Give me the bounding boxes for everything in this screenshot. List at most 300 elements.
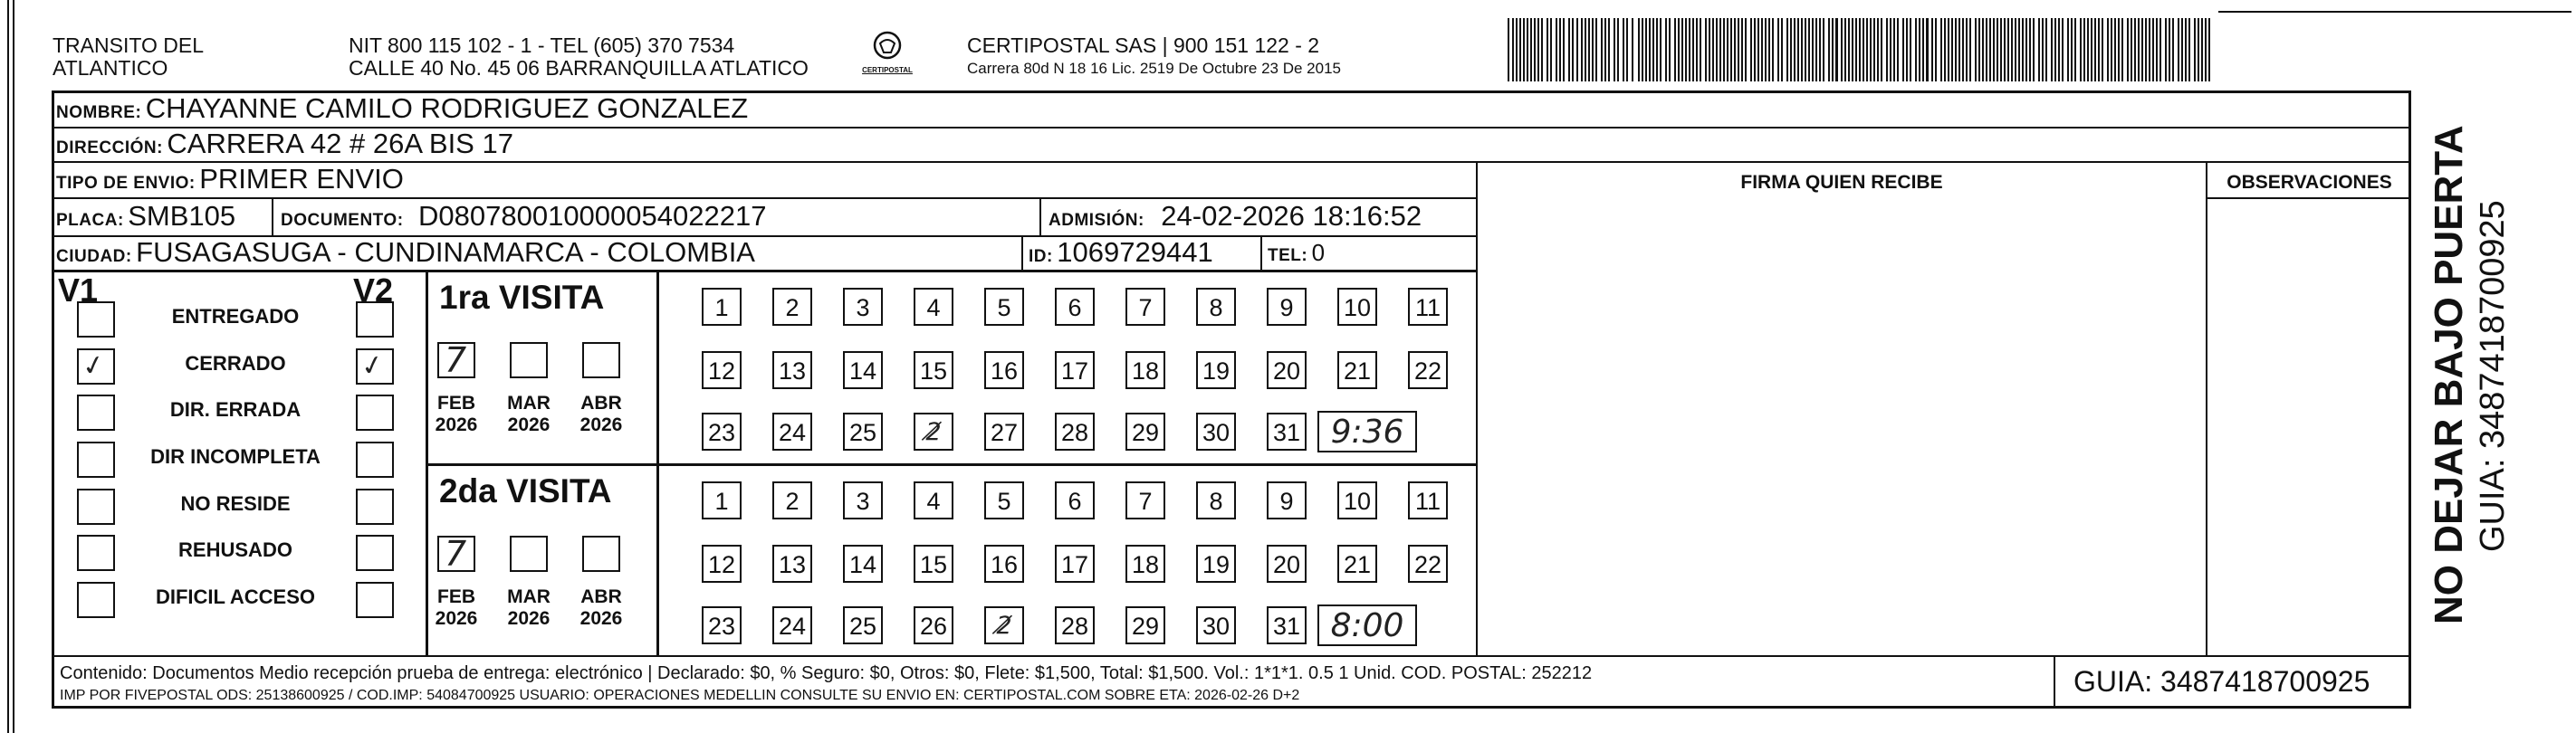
barcode-bar bbox=[1595, 18, 1597, 81]
day-box[interactable]: 27 bbox=[984, 413, 1024, 451]
admision-label: ADMISIÓN: bbox=[1049, 211, 1144, 230]
day-box[interactable]: 22 bbox=[1408, 351, 1448, 389]
status-option-label: NO RESIDE bbox=[180, 492, 291, 515]
day-box[interactable]: 8 bbox=[1196, 481, 1236, 519]
barcode-bar bbox=[1678, 18, 1680, 81]
barcode-bar bbox=[1922, 18, 1924, 81]
barcode-bar bbox=[1576, 18, 1578, 81]
day-box[interactable]: 31 bbox=[1267, 606, 1307, 644]
barcode-bar bbox=[2107, 18, 2109, 81]
barcode-bar bbox=[1940, 18, 1942, 81]
day-box[interactable]: 19 bbox=[1196, 545, 1236, 583]
left-margin-rule-2 bbox=[13, 0, 14, 733]
barcode-bar bbox=[1541, 18, 1543, 81]
status-option-label: DIR INCOMPLETA bbox=[150, 445, 321, 468]
barcode-bar bbox=[1741, 18, 1743, 81]
barcode-bar bbox=[1754, 18, 1756, 81]
month-year: 2026 bbox=[435, 608, 478, 629]
barcode-bar bbox=[2121, 18, 2123, 81]
barcode-bar bbox=[2004, 18, 2006, 81]
barcode-bar bbox=[1537, 18, 1539, 81]
status-option-label: CERRADO bbox=[185, 352, 286, 375]
day-box[interactable]: 25 bbox=[843, 413, 883, 451]
barcode-bar bbox=[1674, 18, 1676, 81]
month-checkbox[interactable] bbox=[582, 536, 620, 572]
barcode-bar bbox=[2062, 18, 2064, 81]
day-box[interactable]: 29 bbox=[1125, 606, 1165, 644]
barcode-bar bbox=[2159, 18, 2161, 81]
barcode-bar bbox=[1516, 18, 1518, 81]
barcode-bar bbox=[1712, 18, 1714, 81]
day-box[interactable]: 11 bbox=[1408, 481, 1448, 519]
day-box[interactable]: 14 bbox=[843, 351, 883, 389]
barcode-bar bbox=[1550, 18, 1552, 81]
barcode-bar bbox=[1723, 18, 1725, 81]
barcode-bar bbox=[1765, 18, 1767, 81]
documento-field bbox=[281, 201, 766, 237]
barcode-bar bbox=[2165, 18, 2167, 81]
barcode-bar bbox=[1873, 18, 1875, 81]
month-checkbox[interactable] bbox=[510, 342, 548, 378]
barcode-bar bbox=[1645, 18, 1647, 81]
barcode-bar bbox=[1828, 18, 1830, 81]
v2-checkbox[interactable] bbox=[356, 535, 394, 571]
nombre-field bbox=[56, 93, 748, 129]
barcode-bar bbox=[1656, 18, 1658, 81]
courier-info bbox=[967, 34, 1341, 78]
month-label bbox=[570, 586, 633, 630]
rule-firma-left bbox=[1476, 161, 1478, 655]
rule-doc-adm bbox=[1039, 197, 1041, 235]
visit-title: 1ra VISITA bbox=[439, 279, 605, 316]
barcode-bar bbox=[1750, 18, 1752, 81]
rule-visits-split bbox=[426, 463, 1476, 466]
day-box[interactable]: 14 bbox=[843, 545, 883, 583]
barcode-bar bbox=[2134, 18, 2136, 81]
day-box[interactable]: 13 bbox=[772, 351, 812, 389]
barcode-bar bbox=[2000, 18, 2002, 81]
barcode-bar bbox=[1681, 18, 1683, 81]
certipostal-logo bbox=[851, 29, 924, 74]
barcode-bar bbox=[1642, 18, 1643, 81]
day-box[interactable]: 4 bbox=[914, 288, 953, 326]
barcode-bar bbox=[1660, 18, 1661, 81]
barcode-bar bbox=[2131, 18, 2132, 81]
contenido-text: Contenido: Documentos Medio recepción prueba de entrega: electrónico | Declarado: $0, % Seguro: $0, Otros: $0, Flete: $1,500, Total: $1,500. Vol.: 1*1*1. 0.5 1 Unid. COD. POSTAL: 252212 bbox=[60, 663, 1593, 683]
month-label bbox=[425, 393, 488, 436]
month-label bbox=[425, 586, 488, 630]
rule-obs-head bbox=[2206, 197, 2411, 199]
barcode-bar bbox=[1982, 18, 1984, 81]
day-box[interactable]: 11 bbox=[1408, 288, 1448, 326]
logo-icon bbox=[867, 29, 907, 62]
barcode-bar bbox=[1915, 18, 1917, 81]
day-box[interactable]: 17 bbox=[1055, 545, 1095, 583]
barcode-bar bbox=[1632, 18, 1633, 81]
barcode-bar bbox=[2058, 18, 2060, 81]
barcode-bar bbox=[1669, 18, 1671, 81]
barcode-bar bbox=[2054, 18, 2056, 81]
barcode-bar bbox=[2194, 18, 2196, 81]
barcode-bar bbox=[1986, 18, 1987, 81]
day-box[interactable]: 23 bbox=[702, 413, 742, 451]
barcode-bar bbox=[1794, 18, 1796, 81]
company-line2: ATLANTICO bbox=[53, 56, 168, 80]
courier-line: CERTIPOSTAL SAS | 900 151 122 - 2 bbox=[967, 33, 1320, 57]
barcode-bar bbox=[2127, 18, 2129, 81]
month-year: 2026 bbox=[579, 414, 623, 435]
v2-checkbox[interactable] bbox=[356, 489, 394, 525]
barcode-bar bbox=[1832, 18, 1834, 81]
barcode-bar bbox=[1700, 18, 1701, 81]
v2-checkbox[interactable] bbox=[356, 395, 394, 431]
status-option-label: DIFICIL ACCESO bbox=[155, 585, 315, 608]
barcode-bar bbox=[1801, 18, 1803, 81]
barcode-bar bbox=[1604, 18, 1606, 81]
day-box[interactable]: 24 bbox=[772, 606, 812, 644]
barcode-bar bbox=[1866, 18, 1868, 81]
barcode-bar bbox=[2025, 18, 2027, 81]
barcode-bar bbox=[2038, 18, 2040, 81]
barcode-bar bbox=[2138, 18, 2140, 81]
barcode-bar bbox=[1592, 18, 1594, 81]
day-box[interactable]: 17 bbox=[1055, 351, 1095, 389]
day-box[interactable]: 8 bbox=[1196, 288, 1236, 326]
top-right-rule bbox=[2218, 11, 2571, 13]
barcode-bar bbox=[1534, 18, 1536, 81]
day-box[interactable]: 5 bbox=[984, 481, 1024, 519]
day-box[interactable]: 2 bbox=[772, 288, 812, 326]
barcode-bar bbox=[2111, 18, 2112, 81]
barcode-bar bbox=[1805, 18, 1806, 81]
barcode-bar bbox=[2087, 18, 2089, 81]
v2-checkbox[interactable] bbox=[356, 301, 394, 338]
day-box[interactable]: 25 bbox=[843, 606, 883, 644]
barcode-bar bbox=[1897, 18, 1899, 81]
barcode-bar bbox=[1623, 18, 1624, 81]
barcode-bar bbox=[1727, 18, 1729, 81]
barcode-bar bbox=[1761, 18, 1763, 81]
imp-text: IMP POR FIVEPOSTAL ODS: 25138600925 / COD.IMP: 54084700925 USUARIO: OPERACIONES MEDELLIN CONSULTE SU ENVIO EN: CERTIPOSTAL.COM SOBRE ETA: 2026-02-26 D+2 bbox=[60, 688, 1300, 703]
placa-value: SMB105 bbox=[128, 200, 236, 232]
barcode-bar bbox=[2156, 18, 2158, 81]
day-box[interactable]: 21 bbox=[1337, 545, 1377, 583]
day-box[interactable]: 28 bbox=[1055, 413, 1095, 451]
rule-id-tel bbox=[1260, 235, 1262, 270]
v1-check-mark: ✓ bbox=[79, 347, 109, 385]
day-box[interactable]: 3 bbox=[843, 481, 883, 519]
barcode-bar bbox=[1685, 18, 1687, 81]
barcode-bar bbox=[1997, 18, 1998, 81]
barcode-bar bbox=[2071, 18, 2073, 81]
barcode-bar bbox=[1948, 18, 1949, 81]
tel-value: 0 bbox=[1311, 239, 1326, 266]
v1-label: V1 bbox=[58, 271, 99, 309]
rule-footer-guia bbox=[2054, 655, 2055, 709]
status-option-label: DIR. ERRADA bbox=[169, 398, 302, 421]
month-year: 2026 bbox=[435, 414, 478, 435]
barcode-bar bbox=[1877, 18, 1879, 81]
barcode-bar bbox=[2198, 18, 2199, 81]
tipo-field bbox=[56, 164, 404, 200]
tel-label: TEL: bbox=[1268, 246, 1308, 265]
barcode-bar bbox=[2007, 18, 2009, 81]
day-box[interactable]: 12 bbox=[702, 545, 742, 583]
barcode-bar bbox=[1975, 18, 1977, 81]
barcode-bar bbox=[1696, 18, 1698, 81]
barcode-bar bbox=[2074, 18, 2076, 81]
barcode-bar bbox=[1716, 18, 1718, 81]
barcode-bar bbox=[1556, 18, 1557, 81]
day-box[interactable]: 19 bbox=[1196, 351, 1236, 389]
day-box[interactable]: 6 bbox=[1055, 288, 1095, 326]
barcode-bar bbox=[1919, 18, 1920, 81]
day-box[interactable]: 18 bbox=[1125, 545, 1165, 583]
barcode-bar bbox=[1819, 18, 1821, 81]
month-checkbox[interactable] bbox=[510, 536, 548, 572]
ciudad-field bbox=[56, 237, 755, 273]
day-box[interactable]: 13 bbox=[772, 545, 812, 583]
month-year: 2026 bbox=[579, 608, 623, 629]
day-box[interactable]: 1 bbox=[702, 288, 742, 326]
visit-title: 2da VISITA bbox=[439, 472, 612, 509]
v1-checkbox[interactable] bbox=[77, 348, 115, 385]
month-name: MAR bbox=[507, 586, 551, 607]
barcode-bar bbox=[2067, 18, 2069, 81]
barcode-bar bbox=[2201, 18, 2203, 81]
barcode-bar bbox=[1530, 18, 1532, 81]
barcode-bar bbox=[1962, 18, 1964, 81]
barcode-bar bbox=[2172, 18, 2174, 81]
id-value: 1069729441 bbox=[1057, 236, 1213, 268]
barcode-bar bbox=[1745, 18, 1747, 81]
barcode-bar bbox=[1906, 18, 1908, 81]
nit-line: NIT 800 115 102 - 1 - TEL (605) 370 7534 bbox=[349, 33, 735, 57]
month-checkbox[interactable] bbox=[437, 342, 475, 378]
barcode-bar bbox=[1608, 18, 1610, 81]
barcode-bar bbox=[1989, 18, 1991, 81]
day-box[interactable]: 16 bbox=[984, 545, 1024, 583]
month-mark: 7 bbox=[445, 534, 467, 574]
barcode-bar bbox=[1835, 18, 1838, 81]
day-box[interactable]: 31 bbox=[1267, 413, 1307, 451]
barcode-bar bbox=[1926, 18, 1929, 81]
barcode-bar bbox=[2114, 18, 2116, 81]
barcode-bar bbox=[1808, 18, 1810, 81]
v1-checkbox[interactable] bbox=[77, 582, 115, 618]
day-box[interactable]: 30 bbox=[1196, 413, 1236, 451]
barcode-bar bbox=[2208, 18, 2210, 81]
rule-placa-doc bbox=[272, 197, 273, 235]
tipo-label: TIPO DE ENVIO: bbox=[56, 174, 196, 193]
barcode-bar bbox=[2094, 18, 2096, 81]
month-label bbox=[497, 393, 560, 436]
company-info bbox=[349, 34, 809, 80]
direccion-field bbox=[56, 129, 513, 165]
day-box[interactable]: 5 bbox=[984, 288, 1024, 326]
barcode-bar bbox=[1815, 18, 1817, 81]
barcode-bar bbox=[1508, 18, 1509, 81]
v1-checkbox[interactable] bbox=[77, 395, 115, 431]
barcode-bar bbox=[1738, 18, 1739, 81]
barcode-bar bbox=[2152, 18, 2154, 81]
v2-checkbox[interactable] bbox=[356, 348, 394, 385]
barcode-bar bbox=[1951, 18, 1953, 81]
barcode-bar bbox=[2080, 18, 2082, 81]
barcode-bar bbox=[1519, 18, 1521, 81]
barcode-bar bbox=[1812, 18, 1814, 81]
barcode-bar bbox=[2022, 18, 2024, 81]
barcode-bar bbox=[1585, 18, 1586, 81]
day-box[interactable]: 21 bbox=[1337, 351, 1377, 389]
v2-checkbox[interactable] bbox=[356, 582, 394, 618]
barcode-bar bbox=[2102, 18, 2103, 81]
month-name: ABR bbox=[580, 586, 622, 607]
month-name: ABR bbox=[580, 393, 622, 414]
barcode-bar bbox=[1614, 18, 1615, 81]
barcode-bar bbox=[1935, 18, 1937, 81]
day-box[interactable]: 2̸ bbox=[984, 606, 1024, 644]
day-box[interactable]: 15 bbox=[914, 351, 953, 389]
ciudad-label: CIUDAD: bbox=[56, 247, 132, 266]
barcode-bar bbox=[1893, 18, 1895, 81]
barcode-bar bbox=[1781, 18, 1783, 81]
barcode-bar bbox=[1617, 18, 1619, 81]
day-box[interactable]: 20 bbox=[1267, 545, 1307, 583]
day-box[interactable]: 4 bbox=[914, 481, 953, 519]
barcode-bar bbox=[1692, 18, 1694, 81]
day-box[interactable]: 6 bbox=[1055, 481, 1095, 519]
barcode-bar bbox=[1689, 18, 1690, 81]
day-box[interactable]: 23 bbox=[702, 606, 742, 644]
day-box[interactable]: 3 bbox=[843, 288, 883, 326]
day-box[interactable]: 9 bbox=[1267, 481, 1307, 519]
direccion-label: DIRECCIÓN: bbox=[56, 138, 163, 157]
visit-time: 9:36 bbox=[1317, 411, 1417, 452]
barcode-bar bbox=[2018, 18, 2020, 81]
v1-checkbox[interactable] bbox=[77, 489, 115, 525]
day-box[interactable]: 2 bbox=[772, 481, 812, 519]
day-box[interactable]: 16 bbox=[984, 351, 1024, 389]
barcode-bar bbox=[1665, 18, 1667, 81]
barcode-bar bbox=[1649, 18, 1651, 81]
day-box[interactable]: 30 bbox=[1196, 606, 1236, 644]
day-box[interactable]: 1 bbox=[702, 481, 742, 519]
barcode-bar bbox=[2083, 18, 2085, 81]
barcode-bar bbox=[1931, 18, 1933, 81]
barcode-bar bbox=[1902, 18, 1904, 81]
day-box[interactable]: 15 bbox=[914, 545, 953, 583]
logo-text: CERTIPOSTAL bbox=[862, 66, 913, 74]
day-box[interactable]: 12 bbox=[702, 351, 742, 389]
visit-time: 8:00 bbox=[1317, 604, 1417, 646]
company-line1: TRANSITO DEL bbox=[53, 33, 204, 57]
address-line: CALLE 40 No. 45 06 BARRANQUILLA ATLATICO bbox=[349, 56, 809, 80]
company-name bbox=[53, 34, 204, 80]
barcode-bar bbox=[1563, 18, 1565, 81]
v1-checkbox[interactable] bbox=[77, 442, 115, 478]
month-year: 2026 bbox=[507, 608, 551, 629]
barcode-bar bbox=[1757, 18, 1759, 81]
barcode-bar bbox=[1512, 18, 1514, 81]
barcode-bar bbox=[2091, 18, 2092, 81]
barcode-bar bbox=[2149, 18, 2150, 81]
barcode bbox=[1508, 18, 2214, 83]
month-checkbox[interactable] bbox=[582, 342, 620, 378]
barcode-bar bbox=[1890, 18, 1891, 81]
barcode-bar bbox=[2145, 18, 2147, 81]
barcode-bar bbox=[1966, 18, 1968, 81]
v1-checkbox[interactable] bbox=[77, 301, 115, 338]
day-box[interactable]: 7 bbox=[1125, 481, 1165, 519]
admision-field bbox=[1049, 201, 1422, 237]
day-box[interactable]: 2̸ bbox=[914, 413, 953, 451]
day-box[interactable]: 9 bbox=[1267, 288, 1307, 326]
day-box[interactable]: 20 bbox=[1267, 351, 1307, 389]
day-box[interactable]: 18 bbox=[1125, 351, 1165, 389]
barcode-bar bbox=[2205, 18, 2207, 81]
observaciones-header: OBSERVACIONES bbox=[2226, 172, 2392, 193]
day-box[interactable]: 22 bbox=[1408, 545, 1448, 583]
barcode-bar bbox=[1863, 18, 1864, 81]
placa-field bbox=[56, 201, 235, 237]
day-box[interactable]: 7 bbox=[1125, 288, 1165, 326]
barcode-bar bbox=[1855, 18, 1857, 81]
barcode-bar bbox=[1958, 18, 1960, 81]
day-box[interactable]: 26 bbox=[914, 606, 953, 644]
barcode-bar bbox=[1559, 18, 1561, 81]
barcode-bar bbox=[2188, 18, 2190, 81]
barcode-bar bbox=[1881, 18, 1882, 81]
barcode-bar bbox=[1823, 18, 1824, 81]
barcode-bar bbox=[1844, 18, 1846, 81]
rule-footer bbox=[52, 655, 2411, 657]
v2-checkbox[interactable] bbox=[356, 442, 394, 478]
barcode-bar bbox=[1790, 18, 1792, 81]
month-name: FEB bbox=[437, 586, 475, 607]
barcode-bar bbox=[1734, 18, 1736, 81]
barcode-bar bbox=[1852, 18, 1853, 81]
v1-checkbox[interactable] bbox=[77, 535, 115, 571]
courier-address: Carrera 80d N 18 16 Lic. 2519 De Octubre 23 De 2015 bbox=[967, 60, 1341, 77]
barcode-bar bbox=[1768, 18, 1770, 81]
barcode-bar bbox=[2051, 18, 2053, 81]
tel-field bbox=[1268, 237, 1325, 272]
month-checkbox[interactable] bbox=[437, 536, 475, 572]
month-mark: 7 bbox=[445, 340, 467, 380]
day-box[interactable]: 24 bbox=[772, 413, 812, 451]
barcode-bar bbox=[2045, 18, 2047, 81]
month-year: 2026 bbox=[507, 414, 551, 435]
barcode-bar bbox=[1886, 18, 1888, 81]
day-box[interactable]: 28 bbox=[1055, 606, 1095, 644]
rule-months-days bbox=[656, 270, 659, 655]
barcode-bar bbox=[1944, 18, 1946, 81]
barcode-bar bbox=[1638, 18, 1640, 81]
v2-label: V2 bbox=[353, 271, 394, 309]
day-box[interactable]: 10 bbox=[1337, 481, 1377, 519]
firma-header: FIRMA QUIEN RECIBE bbox=[1740, 172, 1943, 193]
barcode-bar bbox=[2011, 18, 2013, 81]
barcode-bar bbox=[1969, 18, 1971, 81]
day-box[interactable]: 10 bbox=[1337, 288, 1377, 326]
barcode-bar bbox=[2042, 18, 2044, 81]
day-box[interactable]: 29 bbox=[1125, 413, 1165, 451]
barcode-bar bbox=[1568, 18, 1570, 81]
id-label: ID: bbox=[1029, 247, 1053, 266]
barcode-bar bbox=[2185, 18, 2187, 81]
barcode-bar bbox=[2098, 18, 2100, 81]
